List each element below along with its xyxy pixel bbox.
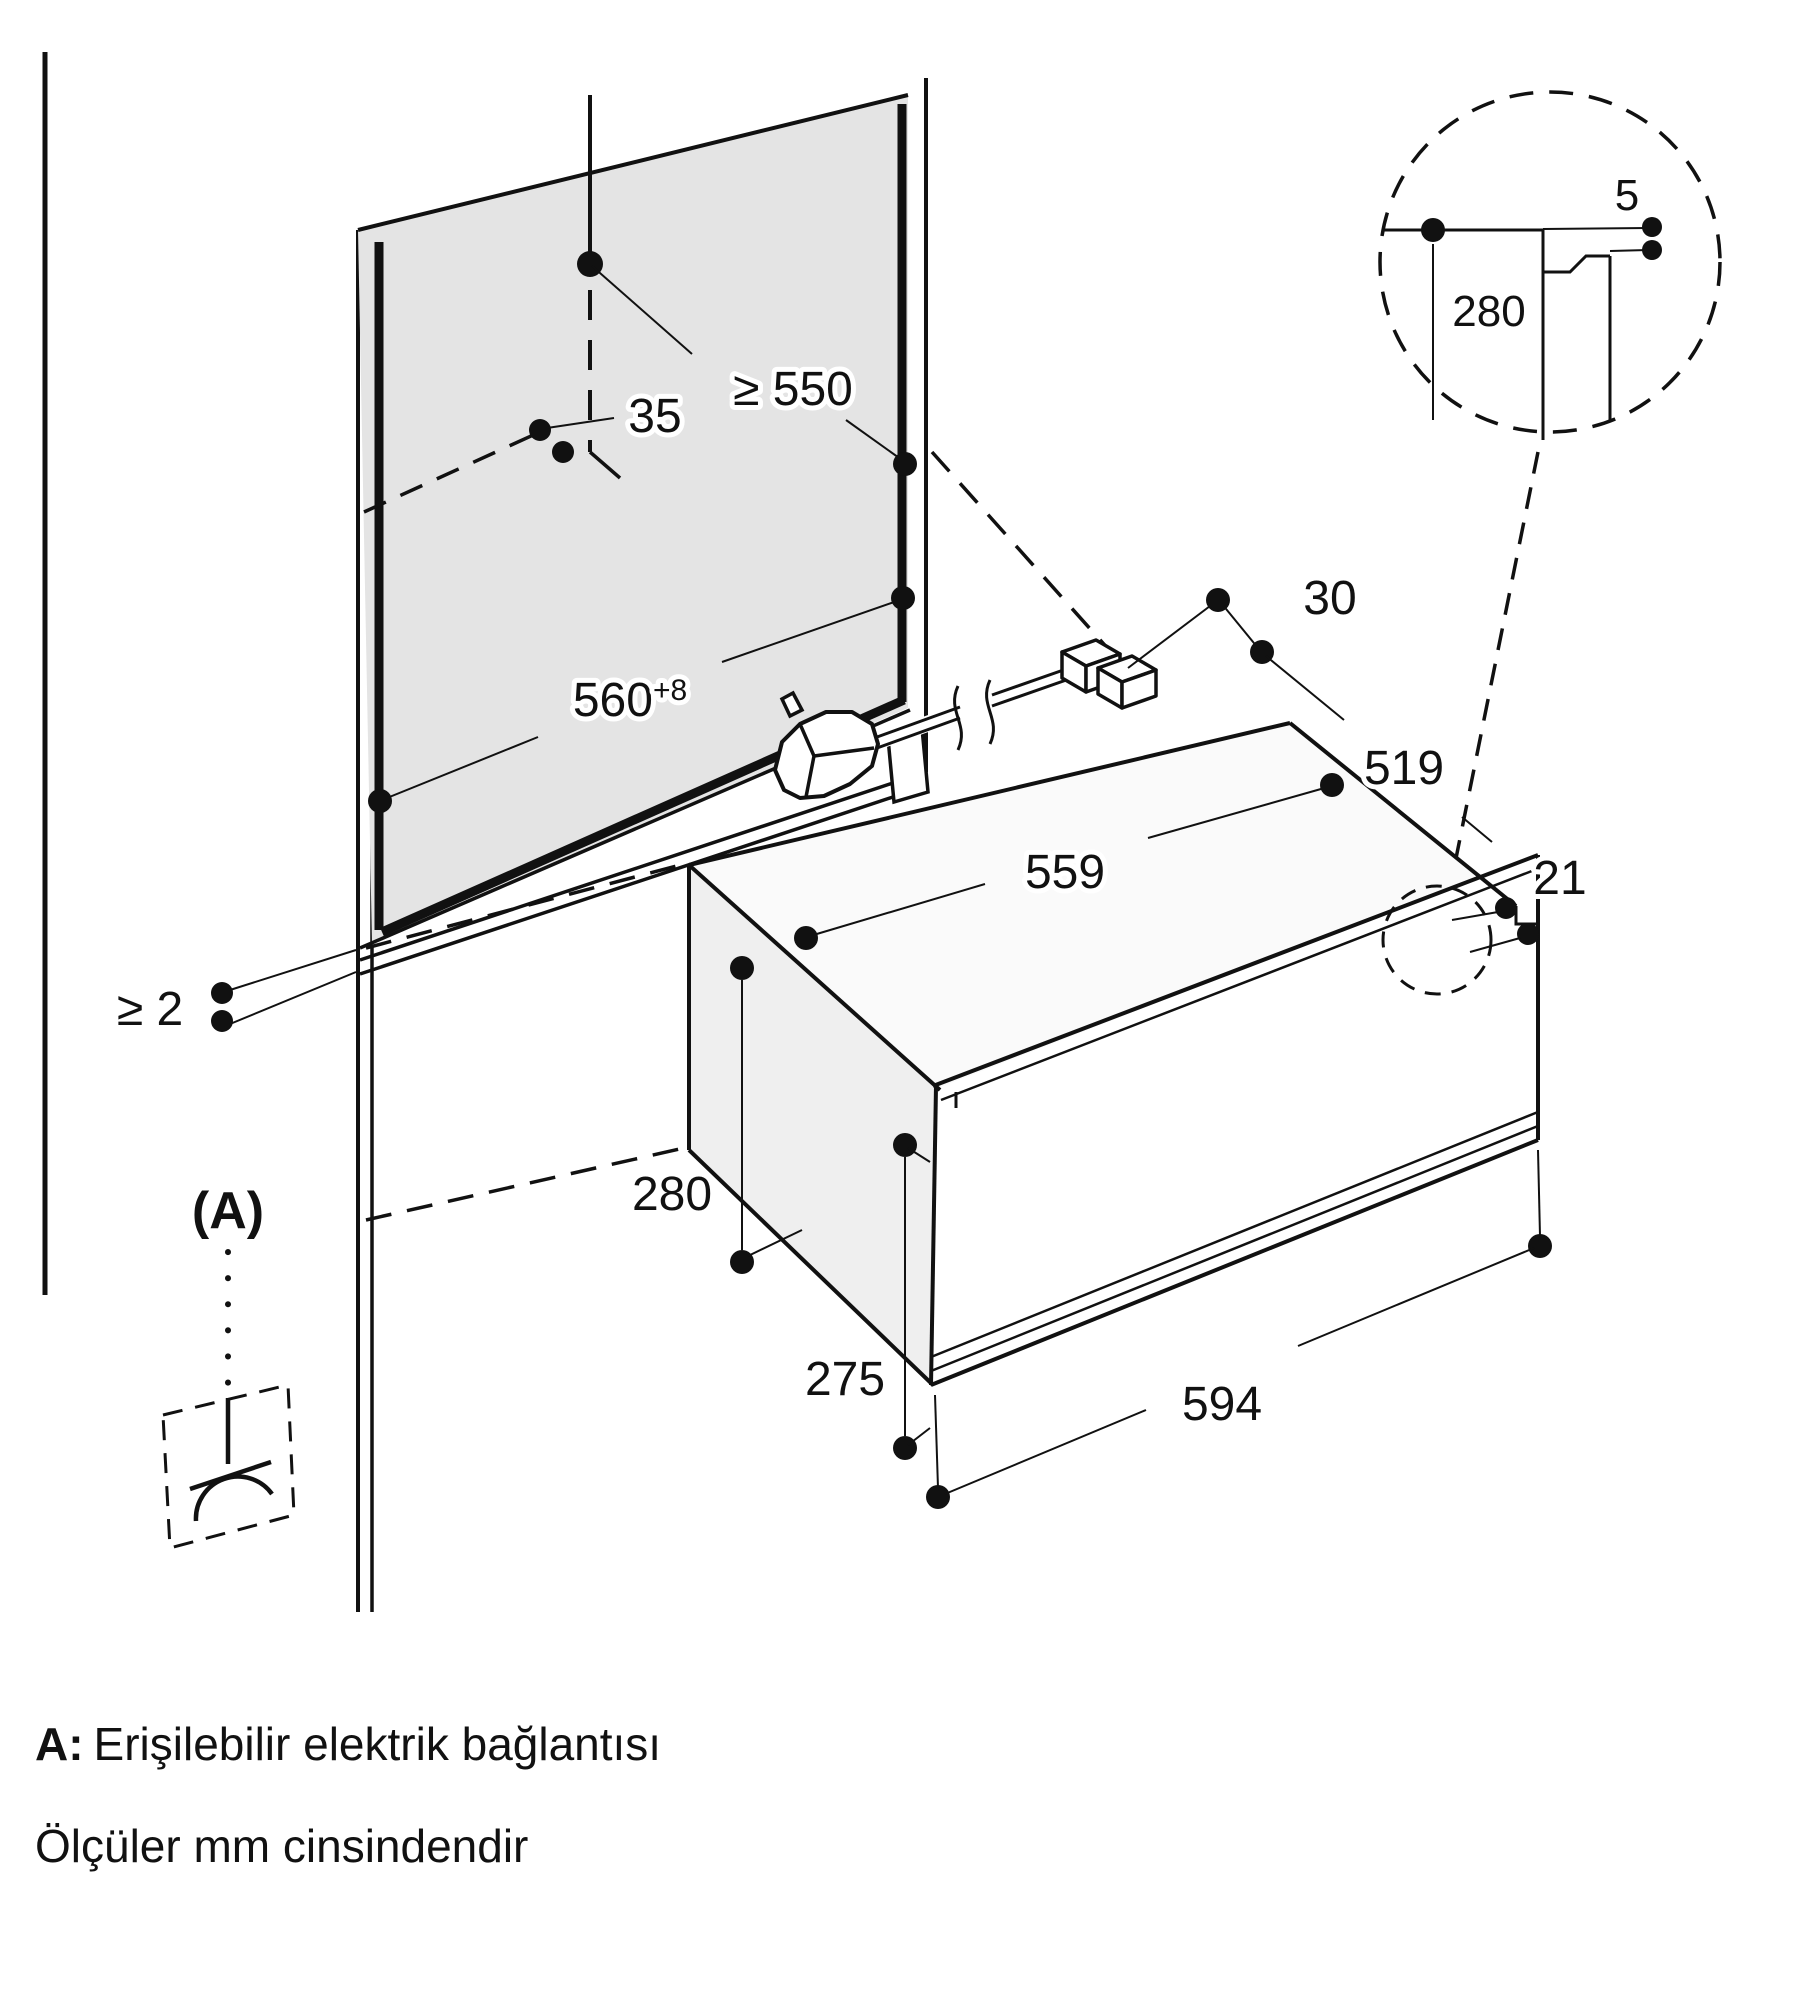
label-detail-niche-height: 280 bbox=[1452, 287, 1526, 336]
label-connection-space: 30 bbox=[1303, 572, 1357, 625]
label-min-gap: ≥ 2 bbox=[116, 983, 184, 1036]
label-appliance-depth: 519 bbox=[1363, 742, 1445, 795]
note-a: A: Erişilebilir elektrik bağlantısı bbox=[35, 1718, 662, 1770]
label-min-depth: ≥ 550 bbox=[733, 363, 853, 416]
label-front-width: 594 bbox=[1181, 1378, 1263, 1431]
detail-circle bbox=[1380, 92, 1720, 440]
detail-connector-dashed-line bbox=[1450, 452, 1538, 888]
dimension-connection-space-30 bbox=[1128, 572, 1357, 668]
label-appliance-width: 559 bbox=[1024, 846, 1106, 899]
connector-icon bbox=[1062, 640, 1156, 708]
electrical-connection-symbol bbox=[163, 1182, 294, 1548]
label-niche-height: 280 bbox=[631, 1168, 713, 1221]
footnotes bbox=[35, 1718, 661, 1872]
label-symbol-a: (A) bbox=[191, 1182, 265, 1240]
label-niche-width: $560^{+8}$ bbox=[572, 674, 688, 727]
label-detail-top-gap: 5 bbox=[1614, 171, 1640, 220]
socket-icon bbox=[190, 1398, 272, 1521]
label-rear-clearance: 35 bbox=[628, 390, 682, 443]
dimension-min-gap-2 bbox=[117, 950, 356, 1036]
label-front-height: 275 bbox=[804, 1353, 886, 1406]
label-side-overhang: 21 bbox=[1533, 852, 1587, 905]
note-units: Ölçüler mm cinsindendir bbox=[35, 1820, 529, 1872]
wall-lines bbox=[45, 52, 372, 1612]
